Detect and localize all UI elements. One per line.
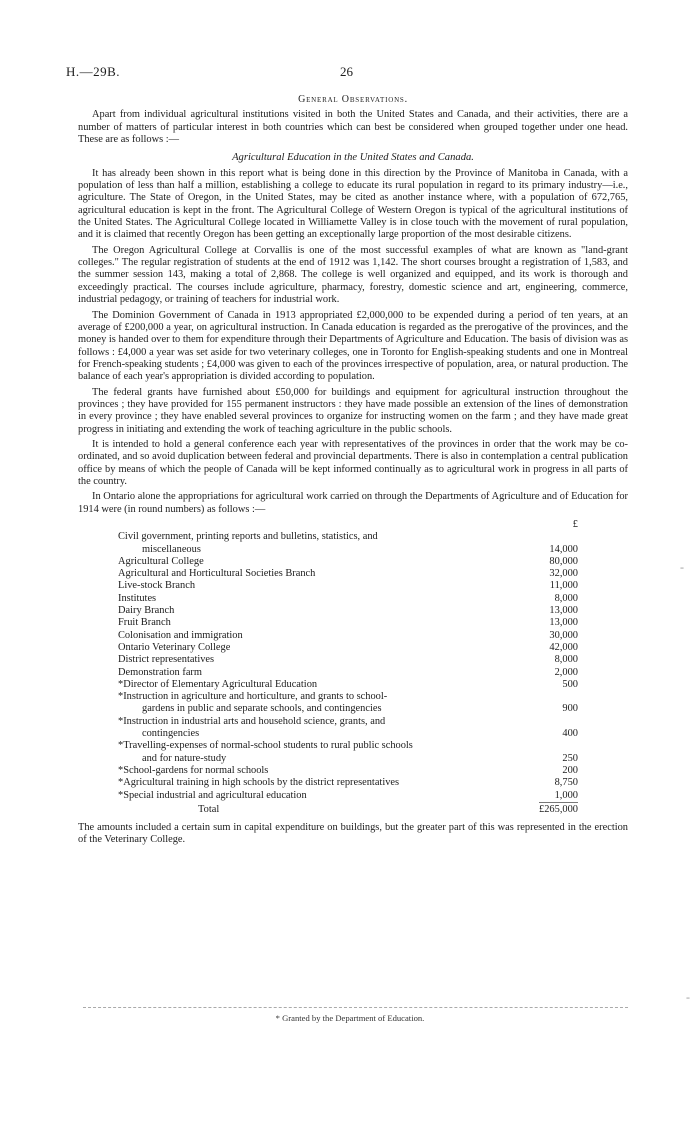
paragraph: The federal grants have furnished about £50,000 for buildings and equipment for agricultural instruction throughout the provinces ; they have provided for 155 permanent instructors : they have made possible an extension of the lines of demonstration in every province ; they have enabled several provinces to organize for instructing women on the farm ; and they have made great progress in initiating and extending the work of teaching agriculture in the public schools.: [78, 386, 628, 435]
appropriation-row-continuation: [118, 703, 578, 715]
appropriation-row: [118, 691, 578, 703]
appropriation-amount: 250: [562, 752, 578, 764]
appropriation-label: Fruit Branch: [118, 617, 171, 629]
currency-header: £: [572, 519, 578, 530]
appropriations-table: [118, 519, 578, 816]
appropriation-amount: 30,000: [549, 629, 578, 641]
page-number: 26: [340, 64, 353, 79]
appropriation-amount: 8,750: [554, 777, 578, 789]
footnote-divider: [83, 1007, 628, 1008]
appropriation-amount: 1,000: [554, 789, 578, 801]
paragraph: In Ontario alone the appropriations for agricultural work carried on through the Departments of Agriculture and of Education for 1914 were (in round numbers) as follows :—: [78, 491, 628, 515]
page-body: [78, 94, 628, 850]
appropriation-row-continuation: [118, 544, 578, 556]
appropriation-amount: 32,000: [549, 568, 578, 580]
currency-header-row: [118, 519, 578, 531]
appropriation-amount: 8,000: [554, 592, 578, 604]
appropriation-label: Colonisation and immigration: [118, 629, 243, 641]
appropriation-row: [118, 568, 578, 580]
appropriation-row: [118, 642, 578, 654]
appropriation-row: [118, 679, 578, 691]
total-amount: £265,000: [539, 803, 578, 815]
appropriation-row: [118, 580, 578, 592]
appropriation-label: *Special industrial and agricultural education: [118, 789, 307, 801]
paragraph: It has already been shown in this report what is being done in this direction by the Province of Manitoba in Canada, with a population of less than half a million, establishing a college to educate its rural population in regard to its primary industry—i.e., agriculture. The State of Oregon, in the United States, may be cited as another instance where, with a population of 672,765, agricultural education is kept in the front. The Agricultural College of Western Oregon is typical of the agricultural institutions of the United States. The Agricultural College located in Williamette Valley is in close touch with the movement of rural population, and it is claimed that recently Oregon has been getting an exceptionally large proportion of the most desirable citizens.: [78, 167, 628, 241]
appropriation-label: Agricultural College: [118, 555, 204, 567]
appropriation-amount: 80,000: [549, 555, 578, 567]
appropriation-row-continuation: [118, 728, 578, 740]
document-reference: H.—29B.: [66, 64, 121, 79]
appropriation-amount: 900: [562, 703, 578, 715]
appropriation-label: Agricultural and Horticultural Societies Branch: [118, 568, 316, 580]
section-title: General Observations.: [298, 94, 408, 105]
appropriation-row: [118, 667, 578, 679]
appropriation-amount: 13,000: [549, 617, 578, 629]
appropriation-row: [118, 630, 578, 642]
appropriation-label: *Director of Elementary Agricultural Education: [118, 678, 318, 690]
total-label: Total: [198, 803, 220, 815]
appropriation-row: [118, 531, 578, 543]
appropriation-row: [118, 617, 578, 629]
appropriation-label: *Travelling-expenses of normal-school students to rural public schools: [118, 740, 413, 752]
appropriation-label: Institutes: [118, 592, 157, 604]
appropriation-label-continuation: miscellaneous: [142, 543, 201, 555]
appropriation-row: [118, 556, 578, 568]
appropriation-row: [118, 654, 578, 666]
appropriation-label: *Agricultural training in high schools by the district representatives: [118, 777, 400, 789]
appropriation-row: [118, 605, 578, 617]
appropriation-label: Live-stock Branch: [118, 580, 196, 592]
appropriation-label: *Instruction in industrial arts and household science, grants, and: [118, 715, 386, 727]
intro-paragraph: Apart from individual agricultural institutions visited in both the United States and Canada, and their activities, there are a number of matters of particular interest in both countries which can best be considered when grouped together under one head. These are as follows :—: [78, 109, 628, 146]
appropriation-row: [118, 790, 578, 802]
appropriation-amount: 11,000: [549, 580, 578, 592]
closing-paragraph: The amounts included a certain sum in capital expenditure on buildings, but the greater part of this was represented in the erection of the Veterinary College.: [78, 822, 628, 846]
appropriation-label: Civil government, printing reports and bulletins, statistics, and: [118, 531, 378, 543]
appropriation-label: District representatives: [118, 654, 215, 666]
appropriation-label: Dairy Branch: [118, 605, 175, 617]
appropriation-amount: 500: [562, 678, 578, 690]
appropriation-label: *Instruction in agriculture and horticulture, and grants to school-: [118, 691, 388, 703]
subsection-title: Agricultural Education in the United States and Canada.: [232, 152, 474, 164]
appropriation-amount: 400: [562, 728, 578, 740]
appropriation-label-continuation: gardens in public and separate schools, and contingencies: [142, 703, 382, 715]
total-row: [118, 802, 578, 816]
margin-mark: -: [680, 560, 684, 574]
appropriation-row: [118, 777, 578, 789]
appropriation-row: [118, 765, 578, 777]
appropriation-amount: 2,000: [554, 666, 578, 678]
appropriation-amount: 42,000: [549, 641, 578, 653]
appropriation-label: *School-gardens for normal schools: [118, 764, 269, 776]
paragraph: The Dominion Government of Canada in 1913 appropriated £2,000,000 to be expended during a period of ten years, at an average of £200,000 a year, on agricultural instruction. In Canada education is regarded as the prerogative of the provinces, and the money is handed over to them for expenditure through their Departments of Agriculture and Education. The basis of division was as follows : £4,000 a year was set aside for two veterinary colleges, one in Toronto for English-speaking students and one in Montreal for French-speaking students ; £4,000 was given to each of the provinces irrespective of population, area, or natural production. The balance of each year's appropriation is divided according to population.: [78, 309, 628, 383]
appropriation-row: [118, 716, 578, 728]
appropriation-amount: 14,000: [549, 543, 578, 555]
appropriation-label: Ontario Veterinary College: [118, 641, 231, 653]
appropriation-amount: 8,000: [554, 654, 578, 666]
appropriation-label-continuation: and for nature-study: [142, 752, 227, 764]
appropriation-row: [118, 740, 578, 752]
appropriation-label: Demonstration farm: [118, 666, 202, 678]
appropriation-amount: 13,000: [549, 605, 578, 617]
appropriation-label-continuation: contingencies: [142, 728, 200, 740]
appropriation-amount: 200: [562, 764, 578, 776]
appropriation-row-continuation: [118, 753, 578, 765]
appropriation-row: [118, 593, 578, 605]
page-header: [66, 64, 624, 82]
footnote: * Granted by the Department of Education.: [275, 1013, 425, 1023]
margin-mark: -: [686, 990, 690, 1004]
paragraph: It is intended to hold a general conference each year with representatives of the provinces in order that the work may be co-ordinated, and so avoid duplication between federal and provincial departments. There is also in contemplation a central publication office by means of which the people of Canada will be kept informed continually as to agricultural work in progress in all parts of the country.: [78, 438, 628, 487]
paragraph: The Oregon Agricultural College at Corvallis is one of the most successful examples of what are known as "land-grant colleges." The regular registration of students at the end of 1912 was 1,142. The short courses brought a registration of 1,583, and the summer session 143, making a total of 2,868. The college is well organized and equipped, and its work is thorough and exceedingly practical. The courses include agriculture, pharmacy, forestry, domestic science and art, engineering, commerce, industrial pedagogy, or training of teachers for industrial work.: [78, 244, 628, 306]
